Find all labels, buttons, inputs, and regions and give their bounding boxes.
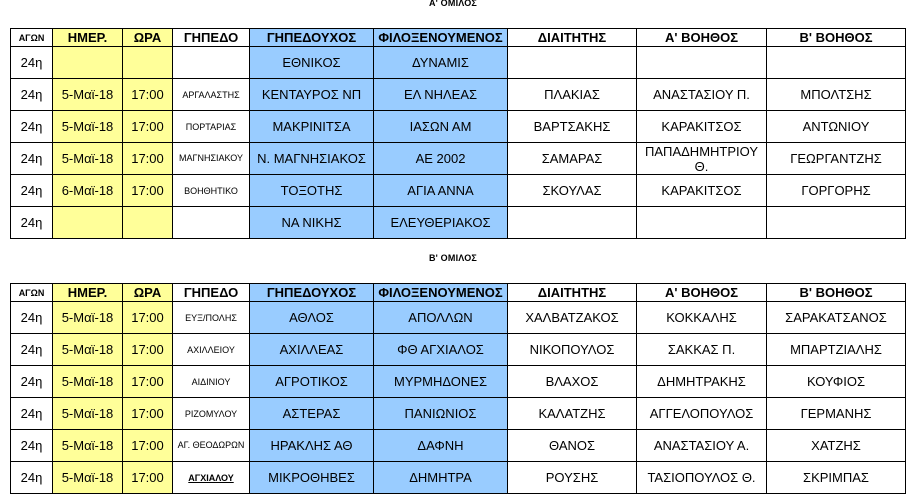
round-cell: 24η <box>11 79 53 111</box>
referee-cell <box>508 47 637 79</box>
time-cell: 17:00 <box>123 430 173 462</box>
date-cell: 5-Μαϊ-18 <box>53 302 123 334</box>
round-cell: 24η <box>11 143 53 175</box>
assistant-1-cell: ΤΑΣΙΟΠΟΥΛΟΣ Θ. <box>637 462 767 494</box>
assistant-2-cell: ΚΟΥΦΙΟΣ <box>767 366 906 398</box>
assistant-1-cell: ΑΓΓΕΛΟΠΟΥΛΟΣ <box>637 398 767 430</box>
referee-cell <box>508 207 637 239</box>
field-cell: ΡΙΖΟΜΥΛΟΥ <box>173 398 250 430</box>
date-cell <box>53 47 123 79</box>
header-date: ΗΜΕΡ. <box>53 29 123 47</box>
header-row <box>11 29 906 47</box>
home-team-cell: ΑΘΛΟΣ <box>250 302 374 334</box>
assistant-1-cell: ΚΟΚΚΑΛΗΣ <box>637 302 767 334</box>
home-team-cell: ΑΣΤΕΡΑΣ <box>250 398 374 430</box>
group-b-title: Β' ΟΜΙΛΟΣ <box>428 253 478 263</box>
table-row <box>11 302 906 334</box>
header-row <box>11 284 906 302</box>
group-a-title: Α' ΟΜΙΛΟΣ <box>428 0 478 8</box>
header-field: ΓΗΠΕΔΟ <box>173 284 250 302</box>
referee-cell: ΣΑΜΑΡΑΣ <box>508 143 637 175</box>
header-assistant-1: Α' ΒΟΗΘΟΣ <box>637 284 767 302</box>
group-a-schedule-table <box>10 28 906 239</box>
date-cell: 6-Μαϊ-18 <box>53 175 123 207</box>
round-cell: 24η <box>11 207 53 239</box>
table-row <box>11 398 906 430</box>
header-referee: ΔΙΑΙΤΗΤΗΣ <box>508 29 637 47</box>
assistant-2-cell: ΓΕΡΜΑΝΗΣ <box>767 398 906 430</box>
header-assistant-1: Α' ΒΟΗΘΟΣ <box>637 29 767 47</box>
home-team-cell: ΚΕΝΤΑΥΡΟΣ ΝΠ <box>250 79 374 111</box>
header-home-team: ΓΗΠΕΔΟΥΧΟΣ <box>250 29 374 47</box>
time-cell <box>123 47 173 79</box>
table-row <box>11 143 906 175</box>
time-cell: 17:00 <box>123 462 173 494</box>
time-cell: 17:00 <box>123 302 173 334</box>
header-time: ΩΡΑ <box>123 29 173 47</box>
table-row <box>11 175 906 207</box>
table-row <box>11 366 906 398</box>
round-cell: 24η <box>11 302 53 334</box>
home-team-cell: ΕΘΝΙΚΟΣ <box>250 47 374 79</box>
round-cell: 24η <box>11 111 53 143</box>
away-team-cell: ΕΛΕΥΘΕΡΙΑΚΟΣ <box>374 207 508 239</box>
field-cell: ΒΟΗΘΗΤΙΚΟ <box>173 175 250 207</box>
time-cell: 17:00 <box>123 334 173 366</box>
assistant-2-cell: ΑΝΤΩΝΙΟΥ <box>767 111 906 143</box>
away-team-cell: ΙΑΣΩΝ ΑΜ <box>374 111 508 143</box>
referee-cell: ΚΑΛΑΤΖΗΣ <box>508 398 637 430</box>
field-cell: ΑΓΧΙΑΛΟΥ <box>173 462 250 494</box>
date-cell <box>53 207 123 239</box>
header-home-team: ΓΗΠΕΔΟΥΧΟΣ <box>250 284 374 302</box>
referee-cell: ΒΑΡΤΣΑΚΗΣ <box>508 111 637 143</box>
time-cell: 17:00 <box>123 143 173 175</box>
date-cell: 5-Μαϊ-18 <box>53 143 123 175</box>
referee-cell: ΝΙΚΟΠΟΥΛΟΣ <box>508 334 637 366</box>
header-assistant-2: Β' ΒΟΗΘΟΣ <box>767 29 906 47</box>
assistant-1-cell: ΣΑΚΚΑΣ Π. <box>637 334 767 366</box>
header-field: ΓΗΠΕΔΟ <box>173 29 250 47</box>
time-cell: 17:00 <box>123 111 173 143</box>
date-cell: 5-Μαϊ-18 <box>53 334 123 366</box>
assistant-1-cell: ΚΑΡΑΚΙΤΣΟΣ <box>637 111 767 143</box>
table-row <box>11 334 906 366</box>
assistant-1-cell: ΚΑΡΑΚΙΤΣΟΣ <box>637 175 767 207</box>
table-row <box>11 111 906 143</box>
table-row <box>11 462 906 494</box>
field-cell: ΑΡΓΑΛΑΣΤΗΣ <box>173 79 250 111</box>
assistant-1-cell: ΔΗΜΗΤΡΑΚΗΣ <box>637 366 767 398</box>
assistant-2-cell: ΣΑΡΑΚΑΤΣΑΝΟΣ <box>767 302 906 334</box>
date-cell: 5-Μαϊ-18 <box>53 79 123 111</box>
assistant-1-cell <box>637 47 767 79</box>
time-cell <box>123 207 173 239</box>
header-assistant-2: Β' ΒΟΗΘΟΣ <box>767 284 906 302</box>
table-row <box>11 207 906 239</box>
referee-cell: ΧΑΛΒΑΤΖΑΚΟΣ <box>508 302 637 334</box>
time-cell: 17:00 <box>123 366 173 398</box>
assistant-2-cell <box>767 47 906 79</box>
header-away-team: ΦΙΛΟΞΕΝΟΥΜΕΝΟΣ <box>374 29 508 47</box>
home-team-cell: ΑΧΙΛΛΕΑΣ <box>250 334 374 366</box>
date-cell: 5-Μαϊ-18 <box>53 398 123 430</box>
away-team-cell: ΔΑΦΝΗ <box>374 430 508 462</box>
referee-cell: ΣΚΟΥΛΑΣ <box>508 175 637 207</box>
date-cell: 5-Μαϊ-18 <box>53 462 123 494</box>
field-cell <box>173 47 250 79</box>
assistant-1-cell: ΠΑΠΑΔΗΜΗΤΡΙΟΥ Θ. <box>637 143 767 175</box>
referee-cell: ΘΑΝΟΣ <box>508 430 637 462</box>
assistant-2-cell: ΜΠΟΛΤΣΗΣ <box>767 79 906 111</box>
referee-cell: ΡΟΥΣΗΣ <box>508 462 637 494</box>
round-cell: 24η <box>11 175 53 207</box>
referee-cell: ΒΛΑΧΟΣ <box>508 366 637 398</box>
round-cell: 24η <box>11 398 53 430</box>
away-team-cell: ΠΑΝΙΩΝΙΟΣ <box>374 398 508 430</box>
time-cell: 17:00 <box>123 175 173 207</box>
away-team-cell: ΑΠΟΛΛΩΝ <box>374 302 508 334</box>
header-time: ΩΡΑ <box>123 284 173 302</box>
header-round: ΑΓΩΝ <box>11 29 53 47</box>
assistant-2-cell: ΣΚΡΙΜΠΑΣ <box>767 462 906 494</box>
home-team-cell: Ν. ΜΑΓΝΗΣΙΑΚΟΣ <box>250 143 374 175</box>
header-away-team: ΦΙΛΟΞΕΝΟΥΜΕΝΟΣ <box>374 284 508 302</box>
field-cell: ΠΟΡΤΑΡΙΑΣ <box>173 111 250 143</box>
round-cell: 24η <box>11 366 53 398</box>
field-cell: ΑΧΙΛΛΕΙΟΥ <box>173 334 250 366</box>
date-cell: 5-Μαϊ-18 <box>53 111 123 143</box>
field-cell: ΑΓ. ΘΕΟΔΩΡΩΝ <box>173 430 250 462</box>
table-row <box>11 47 906 79</box>
field-cell: ΕΥΞ/ΠΟΛΗΣ <box>173 302 250 334</box>
table-row <box>11 79 906 111</box>
home-team-cell: ΗΡΑΚΛΗΣ ΑΘ <box>250 430 374 462</box>
away-team-cell: ΦΘ ΑΓΧΙΑΛΟΣ <box>374 334 508 366</box>
home-team-cell: ΝΑ ΝΙΚΗΣ <box>250 207 374 239</box>
assistant-2-cell: ΜΠΑΡΤΖΙΑΛΗΣ <box>767 334 906 366</box>
home-team-cell: ΜΙΚΡΟΘΗΒΕΣ <box>250 462 374 494</box>
date-cell: 5-Μαϊ-18 <box>53 430 123 462</box>
header-date: ΗΜΕΡ. <box>53 284 123 302</box>
home-team-cell: ΤΟΞΟΤΗΣ <box>250 175 374 207</box>
time-cell: 17:00 <box>123 79 173 111</box>
assistant-2-cell: ΓΟΡΓΟΡΗΣ <box>767 175 906 207</box>
round-cell: 24η <box>11 47 53 79</box>
round-cell: 24η <box>11 334 53 366</box>
assistant-2-cell <box>767 207 906 239</box>
assistant-1-cell: ΑΝΑΣΤΑΣΙΟΥ Α. <box>637 430 767 462</box>
away-team-cell: ΔΥΝΑΜΙΣ <box>374 47 508 79</box>
home-team-cell: ΑΓΡΟΤΙΚΟΣ <box>250 366 374 398</box>
table-row <box>11 430 906 462</box>
time-cell: 17:00 <box>123 398 173 430</box>
away-team-cell: ΔΗΜΗΤΡΑ <box>374 462 508 494</box>
assistant-2-cell: ΓΕΩΡΓΑΝΤΖΗΣ <box>767 143 906 175</box>
away-team-cell: ΑΓΙΑ ΑΝΝΑ <box>374 175 508 207</box>
assistant-1-cell <box>637 207 767 239</box>
date-cell: 5-Μαϊ-18 <box>53 366 123 398</box>
home-team-cell: ΜΑΚΡΙΝΙΤΣΑ <box>250 111 374 143</box>
field-cell: ΑΙΔΙΝΙΟΥ <box>173 366 250 398</box>
header-round: ΑΓΩΝ <box>11 284 53 302</box>
away-team-cell: ΜΥΡΜΗΔΟΝΕΣ <box>374 366 508 398</box>
field-cell <box>173 207 250 239</box>
away-team-cell: ΕΛ ΝΗΛΕΑΣ <box>374 79 508 111</box>
assistant-2-cell: ΧΑΤΖΗΣ <box>767 430 906 462</box>
round-cell: 24η <box>11 462 53 494</box>
header-referee: ΔΙΑΙΤΗΤΗΣ <box>508 284 637 302</box>
round-cell: 24η <box>11 430 53 462</box>
group-b-schedule-table <box>10 283 906 494</box>
assistant-1-cell: ΑΝΑΣΤΑΣΙΟΥ Π. <box>637 79 767 111</box>
referee-cell: ΠΛΑΚΙΑΣ <box>508 79 637 111</box>
field-cell: ΜΑΓΝΗΣΙΑΚΟΥ <box>173 143 250 175</box>
away-team-cell: ΑΕ 2002 <box>374 143 508 175</box>
